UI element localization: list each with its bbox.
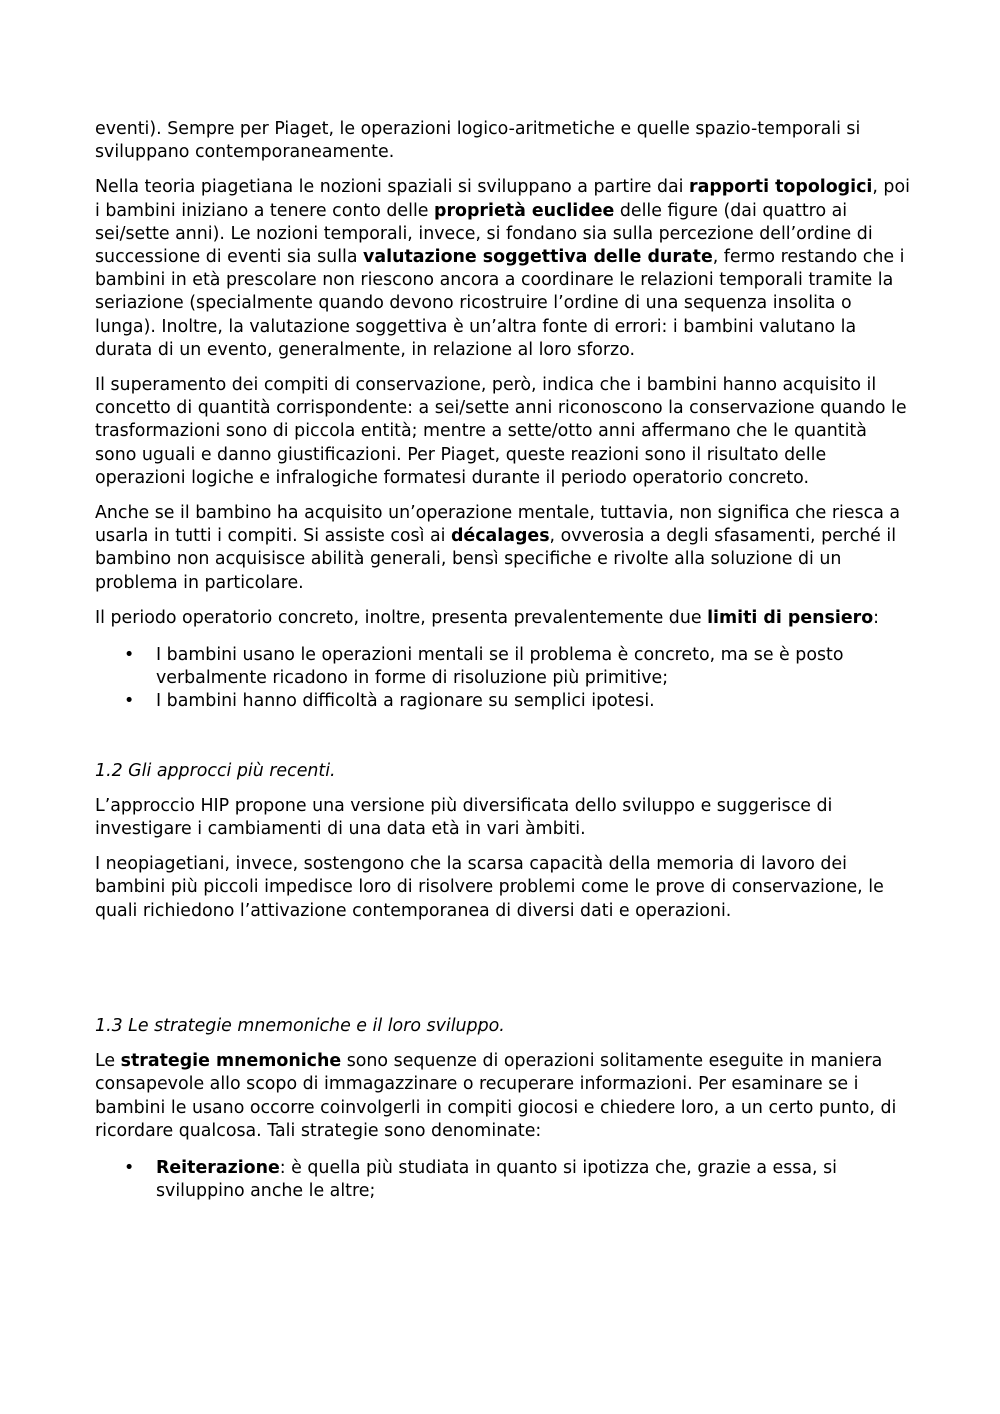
bold-term-decalages: décalages	[450, 526, 550, 547]
text-run: Anche se il bambino ha acquisito un’operazione mentale, tuttavia, non significa che riesca a usarla in tutti i compiti. Si assiste così ai	[95, 503, 901, 547]
paragraph-spatial-notions	[95, 176, 910, 362]
list-item: • I bambini usano le operazioni mentali se il problema è concreto, ma se è posto verbalmente ricadono in forme di risoluzione più primitive;	[95, 644, 910, 690]
bold-term-mnemonic: strategie mnemoniche	[120, 1051, 342, 1072]
text-run: sono sequenze di operazioni solitamente eseguite in maniera consapevole allo scopo di immagazzinare o recuperare informazioni. Per esaminare se i bambini le usano occorre coinvolgerli in compiti giocosi e chiedere loro, a un certo punto, di ricordare qualcosa. Tali strategie sono denominate:	[95, 1051, 897, 1141]
list-item: • I bambini hanno difficoltà a ragionare su semplici ipotesi.	[95, 690, 910, 713]
text-run: , fermo restando che i bambini in età prescolare non riescono ancora a coordinare le relazioni temporali tramite la seriazione (specialmente quando devono ricostruire l’ordine di una sequenza insolita o lunga). Inoltre, la valutazione soggettiva è un’altra fonte di errori: i bambini valutano la durata di un evento, generalmente, in relazione al loro sforzo.	[95, 247, 905, 360]
text-run: :	[873, 607, 880, 628]
list-item	[95, 1157, 910, 1203]
text-run: delle figure (dai quattro ai sei/sette anni). Le nozioni temporali, invece, si fondano sia sulla percezione dell’ordine di successione di eventi sia sulla	[95, 200, 873, 268]
bold-term-topological: rapporti topologici	[689, 177, 873, 198]
paragraph-mnemonic-strategies	[95, 1050, 910, 1143]
paragraph-piaget-operations: eventi). Sempre per Piaget, le operazioni logico-aritmetiche e quelle spazio-temporali si sviluppano contemporaneamente.	[95, 119, 861, 163]
text-run: Il periodo operatorio concreto, inoltre, presenta prevalentemente due	[95, 607, 708, 628]
text-run: Le	[95, 1051, 121, 1072]
bold-term-euclidean: proprietà euclidee	[434, 200, 615, 221]
paragraph-limits	[95, 607, 910, 630]
bold-term-reiterazione: Reiterazione	[156, 1157, 280, 1178]
document-page	[95, 118, 910, 1203]
text-run: , ovverosia a degli sfasamenti, perché il bambino non acquisisce abilità generali, bensì specifiche e rivolte alla soluzione di un problema in particolare.	[95, 526, 897, 593]
paragraph-neopiagetians: I neopiagetiani, invece, sostengono che la scarsa capacità della memoria di lavoro dei bambini più piccoli impedisce loro di risolvere problemi come le prove di conservazione, le quali richiedono l’attivazione contemporanea di diversi dati e operazioni.	[95, 854, 884, 921]
bold-term-limits: limiti di pensiero	[707, 607, 874, 628]
paragraph-conservation: Il superamento dei compiti di conservazione, però, indica che i bambini hanno acquisito il concetto di quantità corrispondente: a sei/sette anni riconoscono la conservazione quando le trasformazioni sono di piccola entità; mentre a sette/otto anni affermano che le quantità sono uguali e danno giustificazioni. Per Piaget, queste reazioni sono il risultato delle operazioni logiche e infralogiche formatesi durante il periodo operatorio concreto.	[95, 375, 907, 488]
text-run: Nella teoria piagetiana le nozioni spaziali si sviluppano a partire dai	[95, 177, 690, 198]
text-run: : è quella più studiata in quanto si ipotizza che, grazie a essa, si sviluppino anche le altre;	[156, 1157, 837, 1202]
paragraph-decalages	[95, 502, 910, 595]
bold-term-durations: valutazione soggettiva delle durate	[363, 247, 713, 268]
spacer	[95, 714, 910, 760]
strategies-list	[95, 1157, 910, 1203]
text-run: , poi i bambini iniziano a tenere conto delle	[95, 177, 910, 221]
paragraph-hip: L’approccio HIP propone una versione più diversificata dello sviluppo e suggerisce di investigare i cambiamenti di una data età in vari àmbiti.	[95, 795, 833, 840]
spacer	[95, 935, 910, 1015]
section-heading-1-2: 1.2 Gli approcci più recenti.	[95, 760, 336, 781]
section-heading-1-3: 1.3 Le strategie mnemoniche e il loro sviluppo.	[95, 1015, 505, 1036]
limits-list	[95, 644, 910, 714]
